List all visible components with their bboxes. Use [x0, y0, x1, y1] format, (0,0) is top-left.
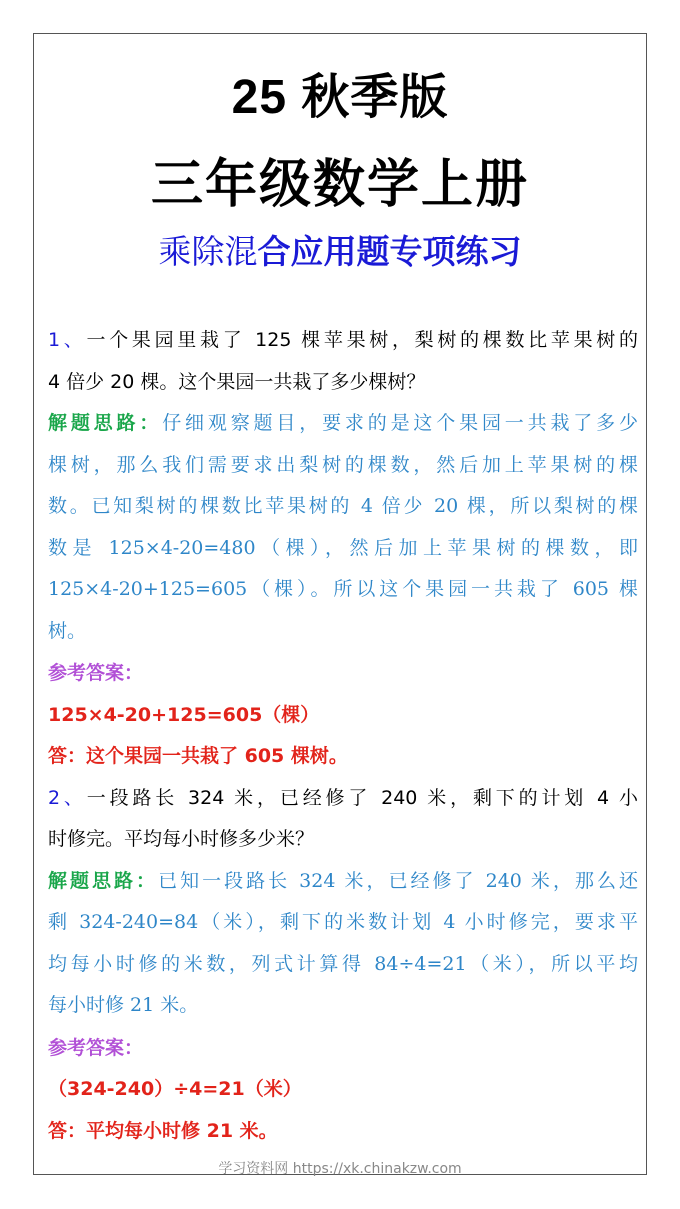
problem-1-thinking-line-2: 棵树，那么我们需要求出梨树的棵数，然后加上苹果树的棵 [48, 454, 638, 476]
problem-1-question-line-2: 4 倍少 20 棵。这个果园一共栽了多少棵树？ [48, 371, 426, 393]
problem-1-thinking-line-1 [48, 408, 638, 438]
problem-1-answer: 答：这个果园一共栽了 605 棵树。 [48, 745, 348, 767]
title-edition: 25 秋季版 [231, 71, 449, 124]
problem-2-reference-label: 参考答案： [48, 1037, 144, 1059]
problem-1-thinking-line-5: 125×4-20+125=605（棵）。所以这个果园一共栽了 605 棵 [48, 578, 638, 600]
question-text: 一段路长 324 米，已经修了 240 米，剩下的计划 4 小 [86, 787, 639, 809]
thinking-text: 已知一段路长 324 米，已经修了 240 米，那么还 [158, 870, 638, 892]
problem-2-thinking-line-2: 剩 324-240=84（米），剩下的米数计划 4 小时修完，要求平 [48, 911, 638, 933]
thinking-label: 解题思路： [48, 412, 163, 434]
question-text: 一个果园里栽了 125 棵苹果树，梨树的棵数比苹果树的 [86, 329, 638, 351]
footer-watermark: 学习资料网 https://xk.chinakzw.com [218, 1161, 462, 1177]
problem-1-reference-label: 参考答案： [48, 662, 144, 684]
problem-2-answer: 答：平均每小时修 21 米。 [48, 1120, 278, 1142]
problem-2-thinking-line-4: 每小时修 21 米。 [48, 994, 199, 1016]
title-grade-book: 三年级数学上册 [150, 156, 529, 214]
subtitle-part-1: 乘除混 [158, 232, 258, 271]
thinking-text: 仔细观察题目，要求的是这个果园一共栽了多少 [162, 412, 638, 434]
problem-2-thinking-line-3: 均每小时修的米数，列式计算得 84÷4=21（米），所以平均 [48, 953, 638, 975]
problem-2-number: 2、 [48, 787, 87, 809]
subtitle [0, 226, 680, 273]
problem-1-thinking-line-3: 数。已知梨树的棵数比苹果树的 4 倍少 20 棵，所以梨树的棵 [48, 495, 638, 517]
problem-2-question-line-1 [48, 783, 638, 813]
problem-1-thinking-line-6: 树。 [48, 620, 87, 642]
problem-1-thinking-line-4: 数是 125×4-20=480（棵），然后加上苹果树的棵数，即 [48, 537, 638, 559]
problem-2-formula: （324-240）÷4=21（米） [48, 1078, 302, 1100]
problem-1-question-line-1 [48, 325, 638, 355]
subtitle-part-2: 合应用题专项练习 [257, 232, 522, 271]
problem-2-question-line-2: 时修完。平均每小时修多少米？ [48, 828, 315, 850]
problem-1-formula: 125×4-20+125=605（棵） [48, 704, 320, 726]
thinking-label: 解题思路： [48, 870, 159, 892]
problem-1-number: 1、 [48, 329, 87, 351]
problem-2-thinking-line-1 [48, 866, 638, 896]
